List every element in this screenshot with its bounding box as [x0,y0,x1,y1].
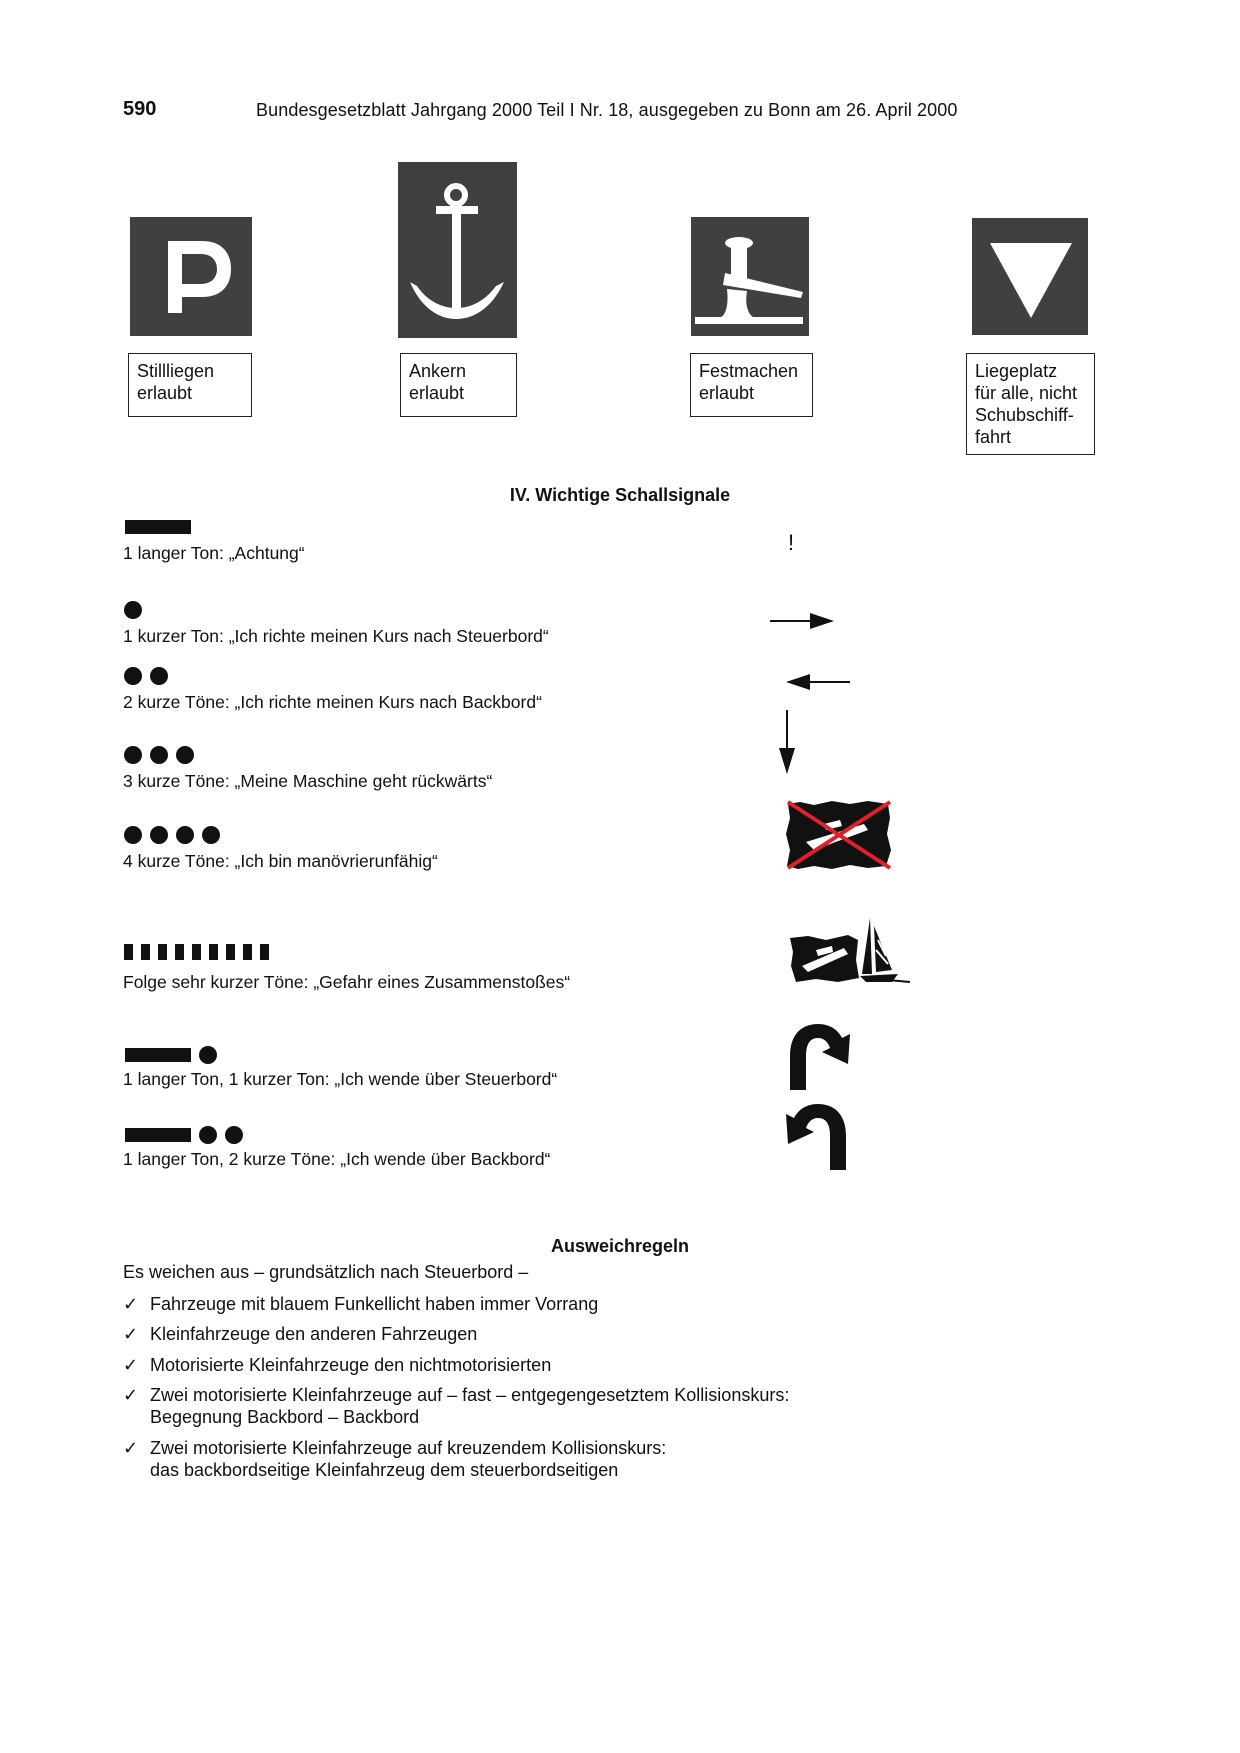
checkmark-icon: ✓ [123,1385,139,1405]
checkmark-icon: ✓ [123,1355,139,1375]
very-short-tone-tick [192,944,201,960]
turn-right-icon [784,1020,852,1090]
short-tone-dot [150,746,168,764]
short-tone-dot [199,1046,217,1064]
arrow-right-icon [770,610,836,632]
rule-text: Motorisierte Kleinfahrzeuge den nichtmotorisierten [150,1355,552,1375]
signal-text-backbord: 2 kurze Töne: „Ich richte meinen Kurs nach Backbord“ [123,692,542,712]
long-tone-bar [125,1048,191,1062]
short-tone-dot [124,667,142,685]
page-number: 590 [123,98,157,120]
short-tone-dot [150,826,168,844]
signal-text-gefahr: Folge sehr kurzer Töne: „Gefahr eines Zusammenstoßes“ [123,972,571,992]
short-tone-dot [124,601,142,619]
short-tone-dot [202,826,220,844]
short-tone-dot [199,1126,217,1144]
very-short-tone-tick [226,944,235,960]
sign-label-stillliegen: Stillliegen erlaubt [128,353,252,417]
short-tone-dot [176,746,194,764]
turn-left-icon [784,1100,852,1170]
very-short-tone-tick [260,944,269,960]
very-short-tone-tick [209,944,218,960]
arrow-left-icon [784,671,850,693]
rule-text: Fahrzeuge mit blauem Funkellicht haben immer Vorrang [150,1294,599,1314]
sign-label-ankern: Ankern erlaubt [400,353,517,417]
signal-text-manoevrierunfaehig: 4 kurze Töne: „Ich bin manövrierunfähig“ [123,851,438,871]
sign-label-festmachen: Festmachen erlaubt [690,353,813,417]
sign-label-liegeplatz: Liegeplatz für alle, nicht Schubschiff- fahrt [966,353,1095,455]
page-header-title: Bundesgesetzblatt Jahrgang 2000 Teil I Nr. 18, ausgegeben zu Bonn am 26. April 2000 [256,100,958,120]
rule-text: Kleinfahrzeuge den anderen Fahrzeugen [150,1324,478,1344]
bollard-icon [691,217,809,336]
short-tone-dot [225,1126,243,1144]
signal-text-rueckwaerts: 3 kurze Töne: „Meine Maschine geht rückwärts“ [123,771,493,791]
short-tone-dot [124,746,142,764]
boat-sailboat-icon [788,916,912,986]
exclamation-symbol: ! [788,530,795,555]
long-tone-bar [125,520,191,534]
signal-text-steuerbord: 1 kurzer Ton: „Ich richte meinen Kurs nach Steuerbord“ [123,626,549,646]
crossed-boat-icon [784,798,894,872]
signal-text-achtung: 1 langer Ton: „Achtung“ [123,543,305,563]
signal-text-wende-steuerbord: 1 langer Ton, 1 kurzer Ton: „Ich wende über Steuerbord“ [123,1069,558,1089]
rule-text: Zwei motorisierte Kleinfahrzeuge auf – fast – entgegengesetztem Kollisionskurs: Begegnung Backbord – Backbord [150,1385,790,1427]
long-tone-bar [125,1128,191,1142]
checkmark-icon: ✓ [123,1294,139,1314]
arrow-down-icon [776,710,798,774]
section-title-schallsignale: IV. Wichtige Schallsignale [509,485,731,505]
short-tone-dot [176,826,194,844]
very-short-tone-tick [158,944,167,960]
rules-intro: Es weichen aus – grundsätzlich nach Steuerbord – [123,1262,529,1282]
very-short-tone-tick [124,944,133,960]
signal-text-wende-backbord: 1 langer Ton, 2 kurze Töne: „Ich wende über Backbord“ [123,1149,551,1169]
triangle-down-icon [972,218,1088,335]
anchor-icon [398,162,517,338]
parking-p-icon [130,217,252,336]
section-title-ausweichregeln: Ausweichregeln [550,1236,690,1256]
checkmark-icon: ✓ [123,1438,139,1458]
very-short-tone-tick [243,944,252,960]
very-short-tone-tick [175,944,184,960]
rule-text: Zwei motorisierte Kleinfahrzeuge auf kreuzendem Kollisionskurs: das backbordseitige Kleinfahrzeug dem steuerbordseitigen [150,1438,667,1480]
short-tone-dot [150,667,168,685]
very-short-tone-tick [141,944,150,960]
short-tone-dot [124,826,142,844]
checkmark-icon: ✓ [123,1324,139,1344]
